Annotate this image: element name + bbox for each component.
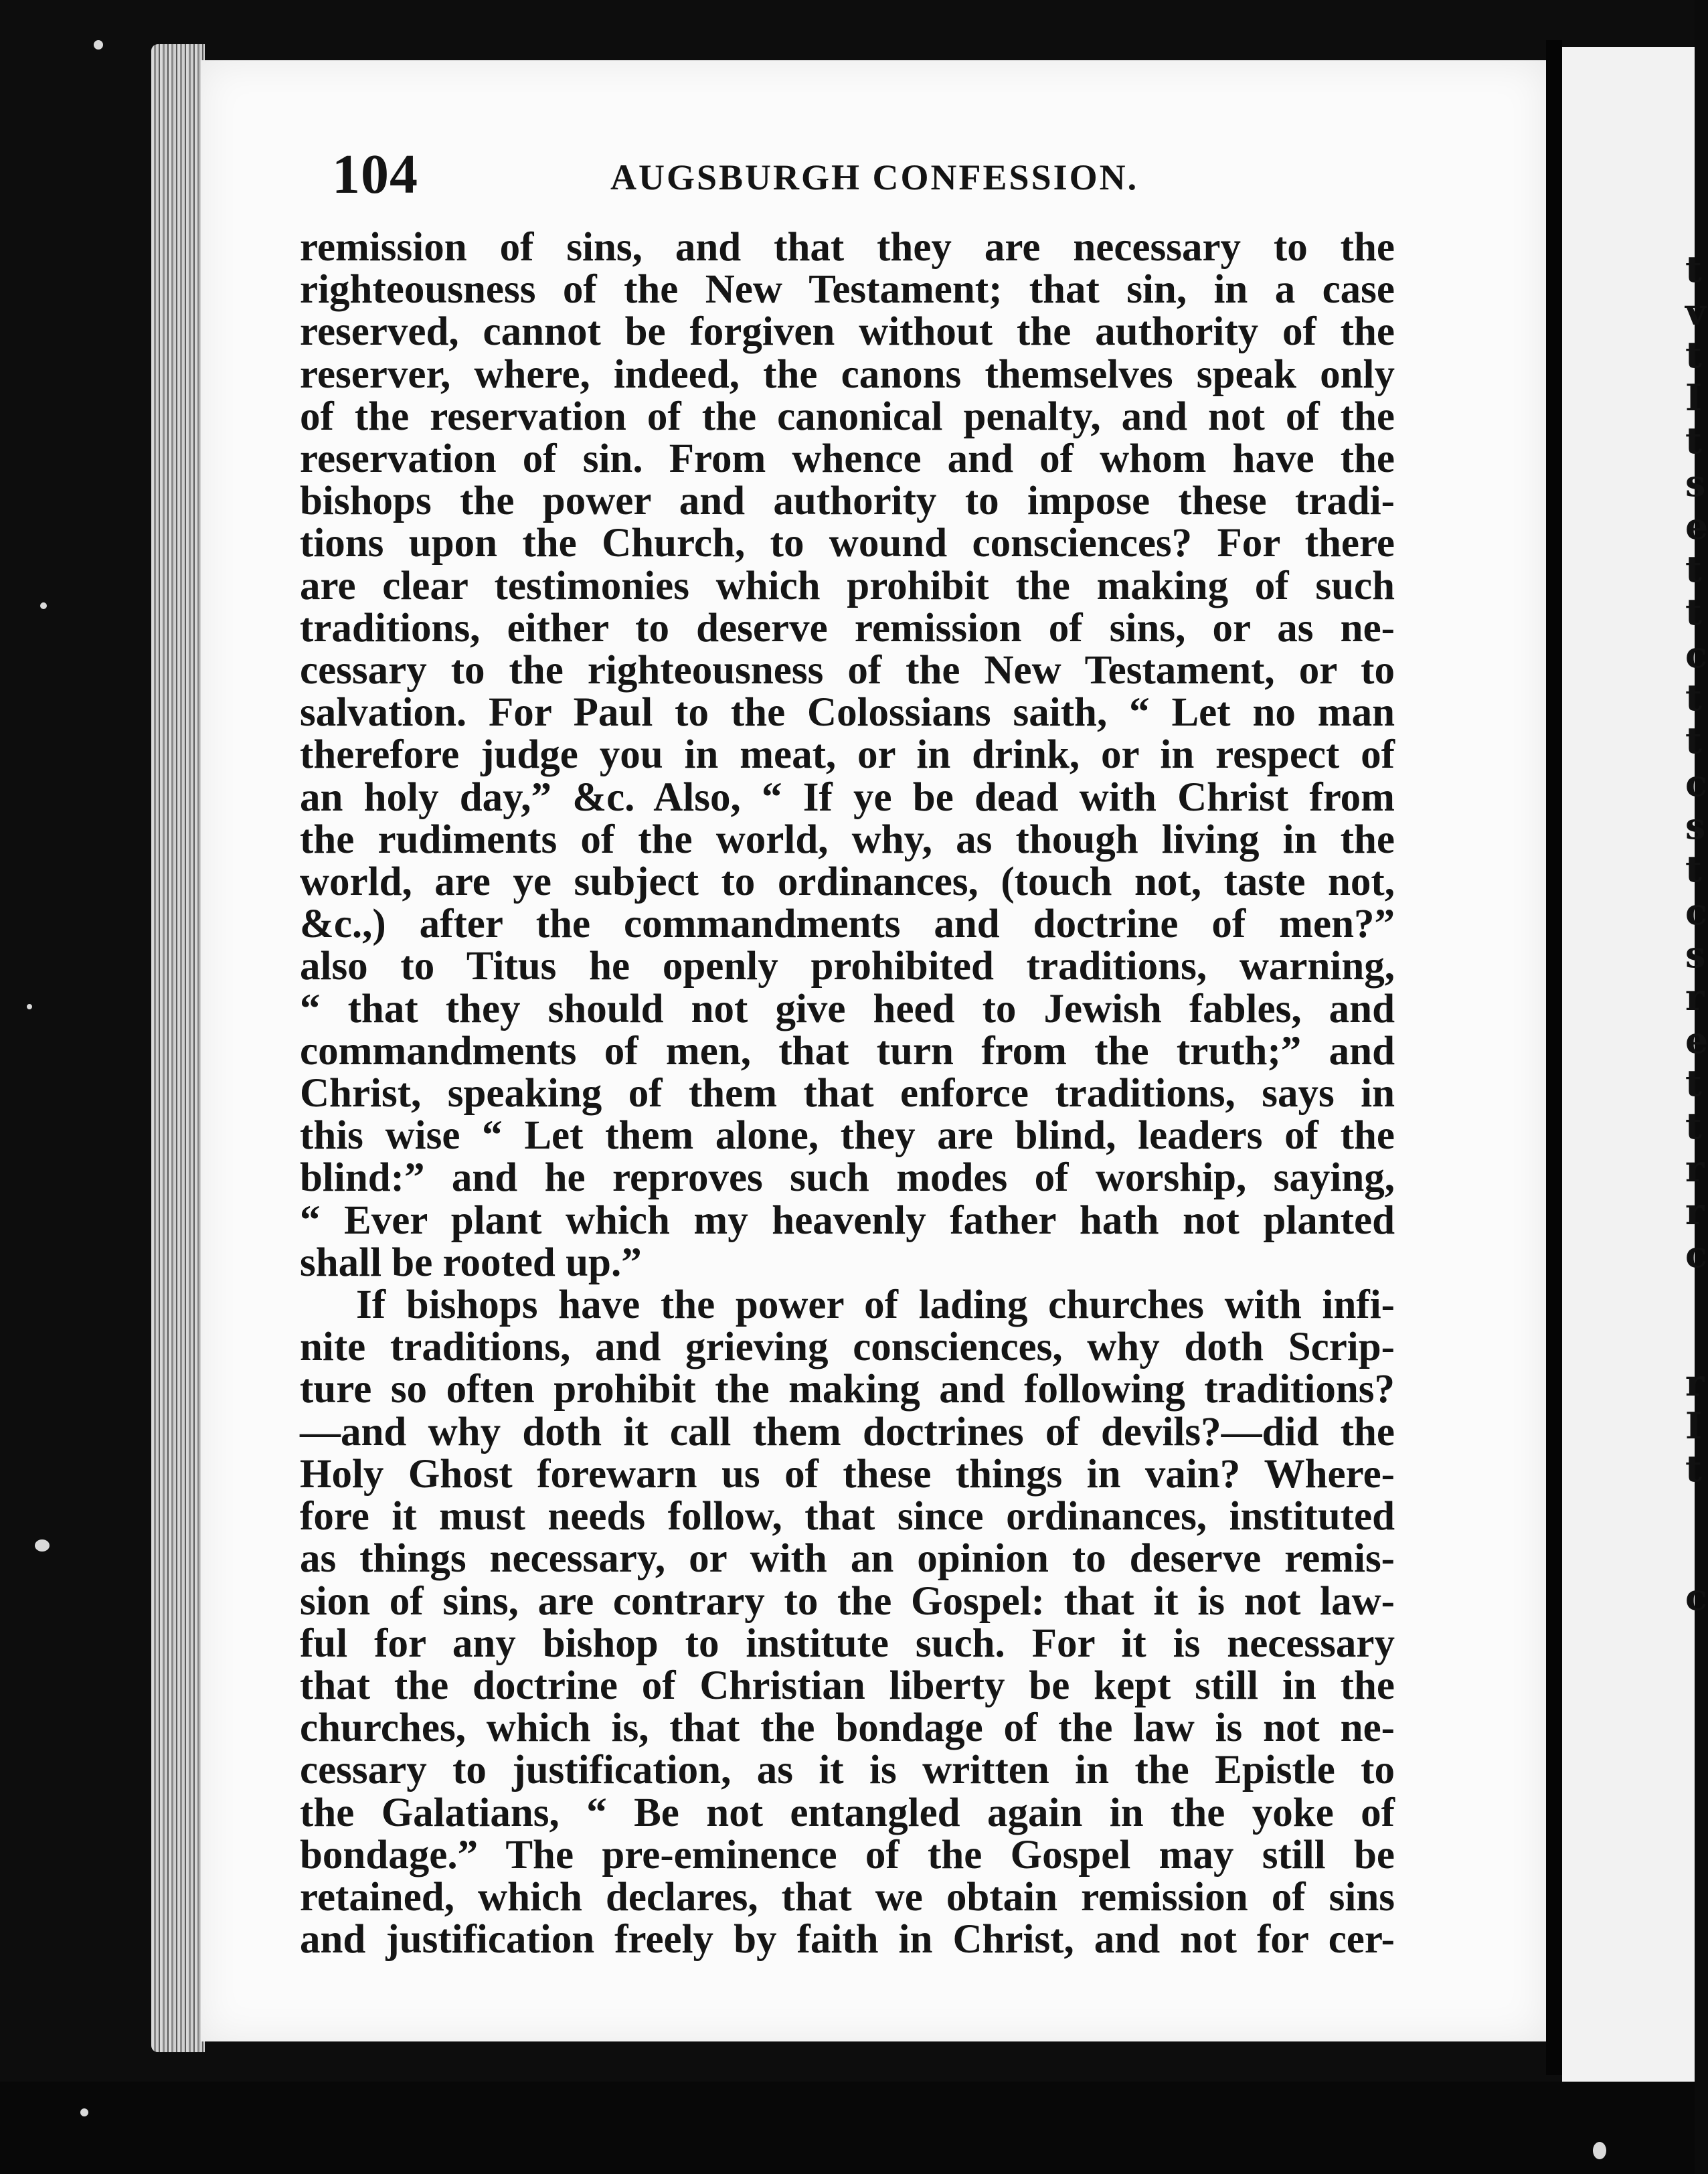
text-line: therefore judge you in meat, or in drink, or in respect of	[300, 732, 1395, 778]
text-line: ful for any bishop to institute such. For it is necessary	[300, 1620, 1395, 1666]
text-line: fore it must needs follow, that since ordinances, instituted	[300, 1494, 1395, 1539]
scan-speck	[1593, 2142, 1606, 2159]
text-line: righteousness of the New Testament; that sin, in a case	[300, 267, 1395, 313]
page-header	[332, 142, 1389, 216]
page-number: 104	[332, 143, 418, 205]
facing-page-letters: t v t I t s e t t c t t c s t c s r e t t r r c r I t c	[1685, 248, 1708, 1618]
text-line: cessary to the righteousness of the New Testament, or to	[300, 648, 1395, 693]
scan-speck	[94, 40, 103, 50]
book-gutter	[1546, 40, 1562, 2075]
text-line: this wise “ Let them alone, they are blind, leaders of the	[300, 1113, 1395, 1159]
scan-speck	[80, 2108, 88, 2116]
scan-speck	[40, 602, 47, 609]
text-line: commandments of men, that turn from the truth;” and	[300, 1028, 1395, 1074]
text-line: —and why doth it call them doctrines of devils?—did the	[300, 1409, 1395, 1454]
text-line: &c.,) after the commandments and doctrine of men?”	[300, 902, 1395, 947]
text-line: as things necessary, or with an opinion to deserve remis-	[300, 1536, 1395, 1582]
running-head: AUGSBURGH CONFESSION.	[610, 157, 1139, 197]
text-line: remission of sins, and that they are necessary to the	[300, 225, 1395, 270]
text-line: that the doctrine of Christian liberty be kept still in the	[300, 1663, 1395, 1708]
text-line: an holy day,” &c. Also, “ If ye be dead with Christ from	[300, 774, 1395, 820]
scan-speck	[35, 1539, 50, 1552]
text-line: sion of sins, are contrary to the Gospel: that it is not law-	[300, 1578, 1395, 1624]
text-line: world, are ye subject to ordinances, (touch not, taste not,	[300, 859, 1395, 905]
text-line: salvation. For Paul to the Colossians saith, “ Let no man	[300, 690, 1395, 736]
text-line: ture so often prohibit the making and following traditions?	[300, 1367, 1395, 1412]
text-line: bondage.” The pre-eminence of the Gospel may still be	[300, 1832, 1395, 1877]
text-line: the Galatians, “ Be not entangled again in the yoke of	[300, 1790, 1395, 1835]
text-line: blind:” and he reproves such modes of worship, saying,	[300, 1155, 1395, 1201]
text-line: churches, which is, that the bondage of the law is not ne-	[300, 1705, 1395, 1751]
text-line: reserved, cannot be forgiven without the authority of the	[300, 309, 1395, 355]
text-line: If bishops have the power of lading churches with infi-	[356, 1282, 1395, 1328]
text-line: Christ, speaking of them that enforce traditions, says in	[300, 1071, 1395, 1116]
text-line: “ that they should not give heed to Jewish fables, and	[300, 986, 1395, 1031]
text-line: also to Titus he openly prohibited traditions, warning,	[300, 944, 1395, 989]
text-line: reservation of sin. From whence and of whom have the	[300, 436, 1395, 482]
text-line: reserver, where, indeed, the canons themselves speak only	[300, 351, 1395, 397]
text-line: “ Ever plant which my heavenly father hath not planted	[300, 1197, 1395, 1243]
text-line: nite traditions, and grieving consciences, why doth Scrip-	[300, 1325, 1395, 1370]
book-page-edges	[151, 44, 205, 2052]
text-line: and justification freely by faith in Christ, and not for cer-	[300, 1917, 1395, 1962]
text-line: Holy Ghost forewarn us of these things in vain? Where-	[300, 1451, 1395, 1497]
text-line: of the reservation of the canonical penalty, and not of the	[300, 394, 1395, 439]
text-line: cessary to justification, as it is written in the Epistle to	[300, 1748, 1395, 1793]
text-line: the rudiments of the world, why, as though living in the	[300, 817, 1395, 862]
scan-speck	[27, 1004, 32, 1009]
text-line: retained, which declares, that we obtain remission of sins	[300, 1874, 1395, 1920]
text-line: are clear testimonies which prohibit the making of such	[300, 563, 1395, 608]
text-line: bishops the power and authority to impose these tradi-	[300, 479, 1395, 524]
text-line: tions upon the Church, to wound consciences? For there	[300, 521, 1395, 566]
scan-border-bottom	[0, 2082, 1695, 2174]
text-line: shall be rooted up.”	[300, 1240, 642, 1285]
text-line: traditions, either to deserve remission of sins, or as ne-	[300, 605, 1395, 651]
body-text	[300, 226, 1395, 1960]
